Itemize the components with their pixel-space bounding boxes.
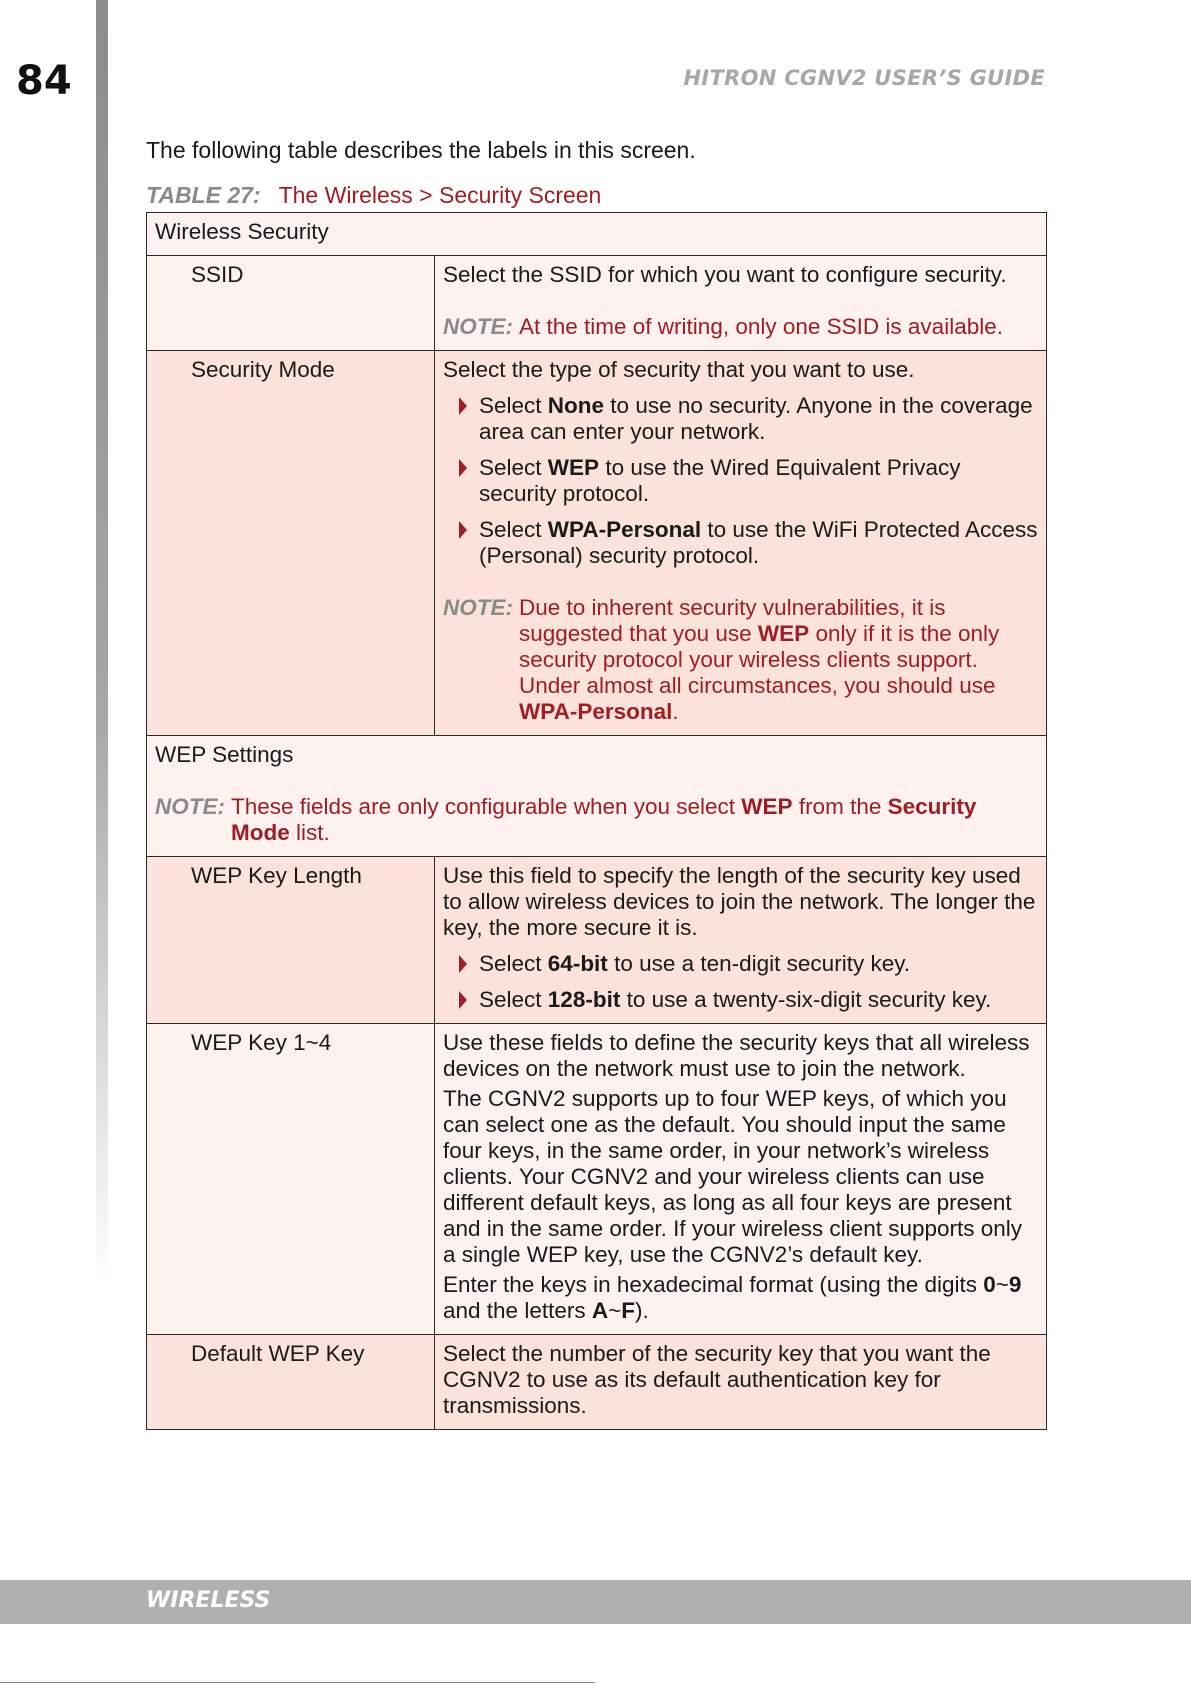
bullet-item xyxy=(443,517,1038,569)
section-heading: Wireless Security xyxy=(147,213,1047,256)
note-tag: NOTE: xyxy=(443,314,513,339)
table-row-default-wep-key xyxy=(147,1335,1047,1430)
note-block xyxy=(155,794,1038,846)
note-block xyxy=(443,314,1038,340)
description-paragraph: The CGNV2 supports up to four WEP keys, of which you can select one as the default. You should input the same four keys, in the same order, in your network’s wireless clients. Your CGNV2 and your wireless clients can use different default keys, as long as all four keys are present and in the same order. If your wireless client supports only a single WEP key, use the CGNV2’s default key. xyxy=(443,1086,1023,1267)
bullet-triangle-icon xyxy=(459,521,467,539)
bullet-triangle-icon xyxy=(459,991,467,1009)
intro-text: The following table describes the labels in this screen. xyxy=(146,137,696,163)
bullet-text: Select WPA-Personal to use the WiFi Protected Access (Personal) security protocol. xyxy=(479,517,1038,568)
table-row-security-mode xyxy=(147,351,1047,736)
description-text: Select the type of security that you want to use. xyxy=(443,357,915,382)
bullet-triangle-icon xyxy=(459,397,467,415)
table-row-wep-key-length xyxy=(147,857,1047,1024)
row-label: WEP Key Length xyxy=(147,857,435,1024)
table-row-ssid xyxy=(147,256,1047,351)
row-label: Security Mode xyxy=(147,351,435,736)
note-text: These fields are only configurable when you select WEP from the Security Mode list. xyxy=(231,794,977,845)
table-caption-number: TABLE 27: xyxy=(146,182,261,208)
bullet-item xyxy=(443,455,1038,507)
section-cell xyxy=(147,736,1047,857)
page-side-bar xyxy=(96,0,108,1290)
note-tag: NOTE: xyxy=(155,794,225,819)
row-description: Select the number of the security key that you want the CGNV2 to use as its default authentication key for transmissions. xyxy=(435,1335,1047,1430)
row-label: SSID xyxy=(147,256,435,351)
table-caption-title: The Wireless > Security Screen xyxy=(278,182,602,208)
description-paragraph: Enter the keys in hexadecimal format (using the digits 0~9 and the letters A~F). xyxy=(443,1272,1022,1323)
section-row-wireless-security xyxy=(147,213,1047,256)
row-description xyxy=(435,256,1047,351)
description-text: Use this field to specify the length of the security key used to allow wireless devices to join the network. The longer the key, the more secure it is. xyxy=(443,863,1036,940)
security-labels-table xyxy=(146,212,1047,1430)
note-block xyxy=(443,595,1038,725)
section-heading: WEP Settings xyxy=(155,742,294,767)
bottom-rule xyxy=(0,1682,595,1683)
footer-chapter-title: WIRELESS xyxy=(146,1588,271,1613)
description-paragraph: Use these fields to define the security keys that all wireless devices on the network must use to join the network. xyxy=(443,1030,1030,1081)
table-caption xyxy=(146,182,601,209)
note-tag: NOTE: xyxy=(443,595,513,620)
description-text: Select the SSID for which you want to configure security. xyxy=(443,262,1007,287)
note-text: At the time of writing, only one SSID is available. xyxy=(519,314,1003,339)
bullet-item xyxy=(443,987,1038,1013)
row-label: Default WEP Key xyxy=(147,1335,435,1430)
bullet-text: Select 64-bit to use a ten-digit security key. xyxy=(479,951,911,976)
section-row-wep-settings xyxy=(147,736,1047,857)
bullet-item xyxy=(443,951,1038,977)
bullet-item xyxy=(443,393,1038,445)
bullet-text: Select 128-bit to use a twenty-six-digit security key. xyxy=(479,987,992,1012)
bullet-triangle-icon xyxy=(459,955,467,973)
note-text: Due to inherent security vulnerabilities, it is suggested that you use WEP only if it is the only security protocol your wireless clients support. Under almost all circumstances, you should use WPA-Personal. xyxy=(519,595,1000,724)
running-header: HITRON CGNV2 USER’S GUIDE xyxy=(683,66,1045,90)
bullet-text: Select None to use no security. Anyone in the coverage area can enter your network. xyxy=(479,393,1033,444)
bullet-text: Select WEP to use the Wired Equivalent Privacy security protocol. xyxy=(479,455,961,506)
row-label: WEP Key 1~4 xyxy=(147,1024,435,1335)
row-description xyxy=(435,1024,1047,1335)
row-description xyxy=(435,351,1047,736)
bullet-triangle-icon xyxy=(459,459,467,477)
row-description xyxy=(435,857,1047,1024)
page-number: 84 xyxy=(16,58,72,104)
table-row-wep-key-1-4 xyxy=(147,1024,1047,1335)
